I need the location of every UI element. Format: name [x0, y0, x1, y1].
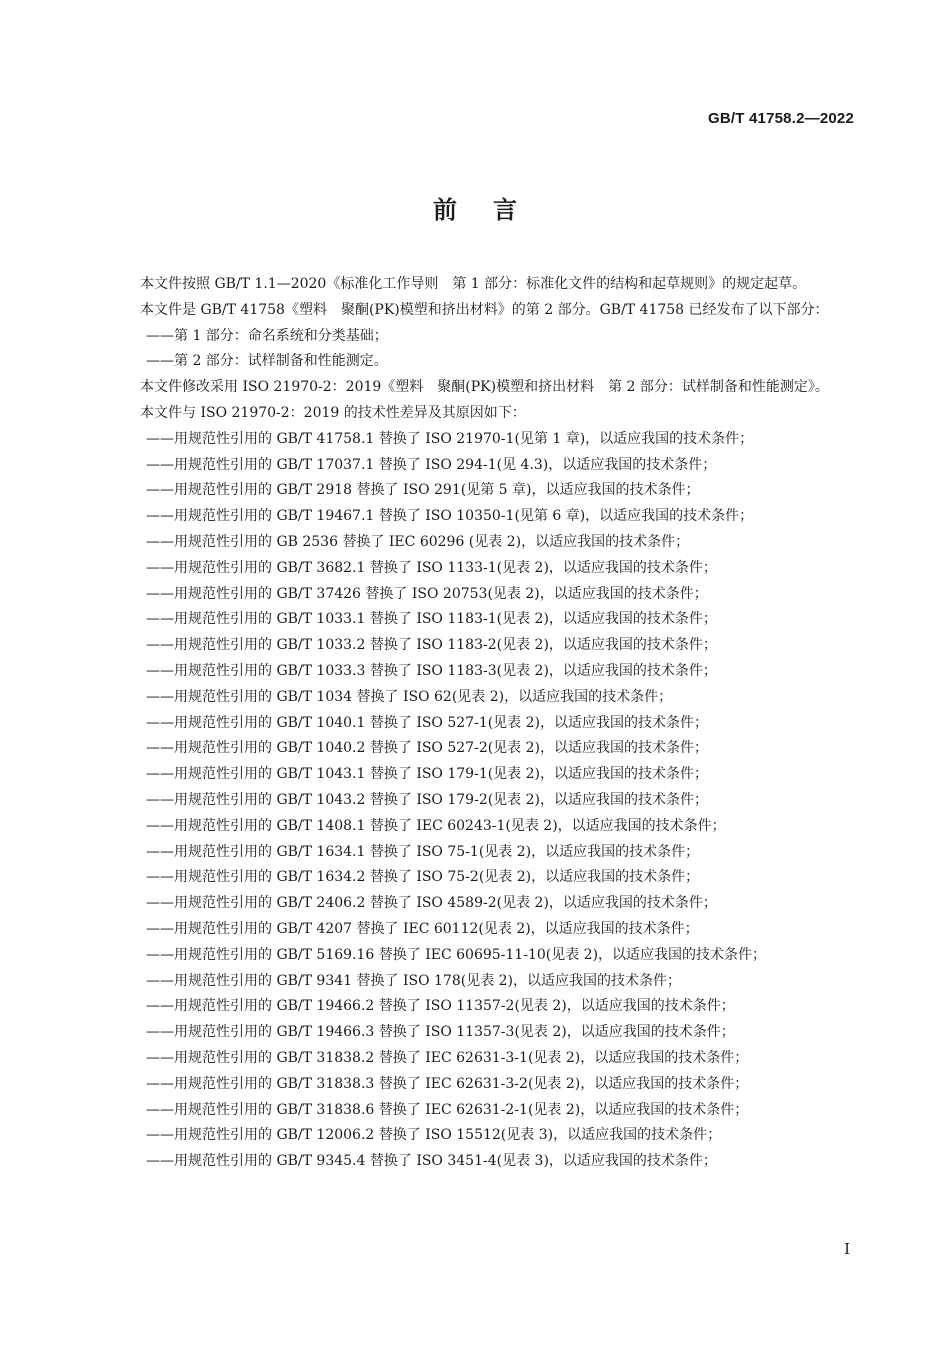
list-item: ——用规范性引用的 GB/T 19466.3 替换了 ISO 11357-3(见表 2)，以适应我国的技术条件；: [146, 1024, 735, 1041]
list-item: ——用规范性引用的 GB/T 1033.2 替换了 ISO 1183-2(见表 2)，以适应我国的技术条件；: [146, 637, 717, 654]
list-item: ——用规范性引用的 GB/T 5169.16 替换了 IEC 60695-11-10(见表 2)，以适应我国的技术条件；: [146, 946, 767, 963]
list-item: ——用规范性引用的 GB/T 31838.2 替换了 IEC 62631-3-1(见表 2)，以适应我国的技术条件；: [146, 1049, 749, 1066]
paragraph-differences-intro: 本文件与 ISO 21970-2：2019 的技术性差异及其原因如下：: [140, 404, 526, 421]
differences-list: [112, 427, 855, 1175]
list-item: ——用规范性引用的 GB/T 2406.2 替换了 ISO 4589-2(见表 2)，以适应我国的技术条件；: [146, 895, 717, 912]
list-item: ——用规范性引用的 GB/T 4207 替换了 IEC 60112(见表 2)，以适应我国的技术条件；: [146, 920, 699, 937]
list-item: ——用规范性引用的 GB/T 31838.3 替换了 IEC 62631-3-2(见表 2)，以适应我国的技术条件；: [146, 1075, 749, 1092]
list-item: ——用规范性引用的 GB/T 1634.1 替换了 ISO 75-1(见表 2)，以适应我国的技术条件；: [146, 843, 700, 860]
list-item: ——用规范性引用的 GB/T 1634.2 替换了 ISO 75-2(见表 2)，以适应我国的技术条件；: [146, 869, 700, 886]
list-item: ——用规范性引用的 GB/T 9345.4 替换了 ISO 3451-4(见表 3)，以适应我国的技术条件；: [146, 1153, 717, 1170]
list-item: ——用规范性引用的 GB/T 37426 替换了 ISO 20753(见表 2)，以适应我国的技术条件；: [146, 585, 708, 602]
list-item: ——用规范性引用的 GB/T 3682.1 替换了 ISO 1133-1(见表 2)，以适应我国的技术条件；: [146, 559, 717, 576]
list-item: ——用规范性引用的 GB/T 31838.6 替换了 IEC 62631-2-1(见表 2)，以适应我国的技术条件；: [146, 1101, 749, 1118]
list-item: ——用规范性引用的 GB/T 1043.1 替换了 ISO 179-1(见表 2)，以适应我国的技术条件；: [146, 766, 709, 783]
page-title: 前言: [433, 196, 553, 224]
list-item: ——用规范性引用的 GB/T 1033.1 替换了 ISO 1183-1(见表 2)，以适应我国的技术条件；: [146, 611, 717, 628]
paragraph-part-description: 本文件是 GB/T 41758《塑料 聚酮(PK)模塑和挤出材料》的第 2 部分。GB/T 41758 已经发布了以下部分：: [140, 301, 829, 318]
list-item: ——用规范性引用的 GB/T 17037.1 替换了 ISO 294-1(见 4.3)，以适应我国的技术条件；: [146, 456, 717, 473]
list-item: ——用规范性引用的 GB/T 1033.3 替换了 ISO 1183-3(见表 2)，以适应我国的技术条件；: [146, 662, 717, 679]
paragraph-adoption: 本文件修改采用 ISO 21970-2：2019《塑料 聚酮(PK)模塑和挤出材料 第 2 部分：试样制备和性能测定》。: [140, 379, 829, 396]
list-item: ——用规范性引用的 GB/T 1408.1 替换了 IEC 60243-1(见表 2)，以适应我国的技术条件；: [146, 817, 726, 834]
list-item: ——用规范性引用的 GB/T 9341 替换了 ISO 178(见表 2)，以适应我国的技术条件；: [146, 972, 682, 989]
list-item: ——用规范性引用的 GB/T 12006.2 替换了 ISO 15512(见表 3)，以适应我国的技术条件；: [146, 1127, 722, 1144]
list-item: ——用规范性引用的 GB/T 1034 替换了 ISO 62(见表 2)，以适应我国的技术条件；: [146, 688, 673, 705]
list-item-part-1: ——第 1 部分：命名系统和分类基础；: [146, 327, 388, 344]
list-item: ——用规范性引用的 GB/T 1040.1 替换了 ISO 527-1(见表 2)，以适应我国的技术条件；: [146, 714, 709, 731]
paragraph-drafting-rules: 本文件按照 GB/T 1.1—2020《标准化工作导则 第 1 部分：标准化文件的结构和起草规则》的规定起草。: [140, 276, 807, 292]
list-item: ——用规范性引用的 GB 2536 替换了 IEC 60296 (见表 2)，以适应我国的技术条件；: [146, 533, 690, 550]
page-number: I: [844, 1240, 850, 1258]
document-body: [112, 272, 855, 1175]
document-code: GB/T 41758.2—2022: [708, 110, 854, 127]
list-item: ——用规范性引用的 GB/T 41758.1 替换了 ISO 21970-1(见第 1 章)，以适应我国的技术条件；: [146, 430, 754, 447]
list-item: ——用规范性引用的 GB/T 1040.2 替换了 ISO 527-2(见表 2)，以适应我国的技术条件；: [146, 740, 709, 757]
list-item: ——用规范性引用的 GB/T 2918 替换了 ISO 291(见第 5 章)，以适应我国的技术条件；: [146, 482, 700, 499]
list-item: ——用规范性引用的 GB/T 19466.2 替换了 ISO 11357-2(见表 2)，以适应我国的技术条件；: [146, 998, 735, 1015]
list-item: ——用规范性引用的 GB/T 1043.2 替换了 ISO 179-2(见表 2)，以适应我国的技术条件；: [146, 791, 709, 808]
list-item: ——用规范性引用的 GB/T 19467.1 替换了 ISO 10350-1(见第 6 章)，以适应我国的技术条件；: [146, 508, 754, 525]
list-item-part-2: ——第 2 部分：试样制备和性能测定。: [146, 353, 388, 370]
